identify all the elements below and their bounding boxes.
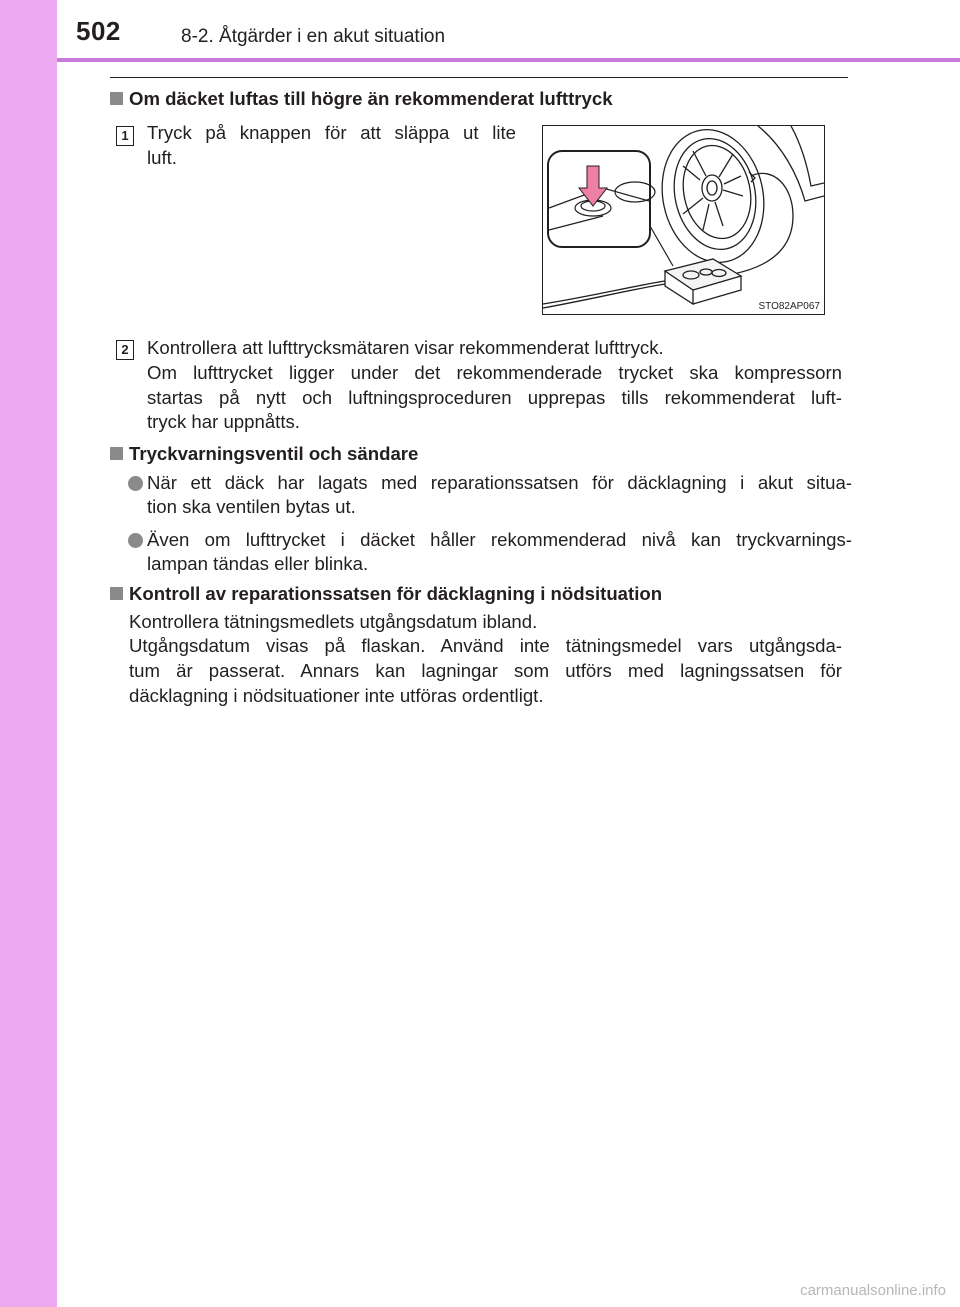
para3-line2: Utgångsdatum visas på flaskan. Använd inte tätningsmedel vars utgångsda- bbox=[129, 635, 842, 656]
para3-line1: Kontrollera tätningsmedlets utgångsdatum ibland. bbox=[129, 611, 538, 632]
step2-line2: Om lufttrycket ligger under det rekommenderade trycket ska kompressorn bbox=[147, 362, 842, 383]
illustration-svg bbox=[543, 126, 824, 314]
watermark: carmanualsonline.info bbox=[800, 1282, 946, 1299]
bullet2-line1: Även om lufttrycket i däcket håller rekommenderad nivå kan tryckvarnings- bbox=[147, 529, 852, 550]
bullet1-line2: tion ska ventilen bytas ut. bbox=[147, 496, 356, 517]
step2-line3: startas på nytt och luftningsproceduren upprepas tills rekommenderat luft- bbox=[147, 387, 842, 408]
bullet2-line2: lampan tändas eller blinka. bbox=[147, 553, 369, 574]
para3-line4: däcklagning i nödsituationer inte utföras ordentligt. bbox=[129, 685, 544, 706]
heading-valve-transmitter: Tryckvarningsventil och sändare bbox=[110, 443, 418, 465]
tire-compressor-illustration bbox=[542, 125, 825, 315]
heading-kit-check: Kontroll av reparationssatsen för däcklagning i nödsituation bbox=[110, 583, 662, 605]
figure-code: STO82AP067 bbox=[758, 301, 820, 312]
heading-overinflated: Om däcket luftas till högre än rekommenderat lufttryck bbox=[110, 88, 613, 110]
side-color-band bbox=[0, 0, 57, 1307]
round-bullet-icon bbox=[128, 476, 143, 491]
square-bullet-icon bbox=[110, 447, 123, 460]
square-bullet-icon bbox=[110, 587, 123, 600]
step2-line4: tryck har uppnåtts. bbox=[147, 411, 300, 432]
para3-line3: tum är passerat. Annars kan lagningar som utförs med lagningssatsen för bbox=[129, 660, 842, 681]
square-bullet-icon bbox=[110, 92, 123, 105]
step1-line2: luft. bbox=[147, 147, 177, 168]
step1-line1: Tryck på knappen för att släppa ut lite bbox=[147, 122, 516, 143]
step-badge-1: 1 bbox=[116, 126, 134, 146]
step2-line1: Kontrollera att lufttrycksmätaren visar rekommenderat lufttryck. bbox=[147, 337, 664, 358]
content-top-rule bbox=[110, 77, 848, 78]
header-rule bbox=[57, 58, 960, 62]
page-number: 502 bbox=[76, 16, 121, 46]
round-bullet-icon bbox=[128, 533, 143, 548]
bullet1-line1: När ett däck har lagats med reparationssatsen för däcklagning i akut situa- bbox=[147, 472, 852, 493]
step-badge-2: 2 bbox=[116, 340, 134, 360]
section-title: 8-2. Åtgärder i en akut situation bbox=[181, 26, 446, 47]
